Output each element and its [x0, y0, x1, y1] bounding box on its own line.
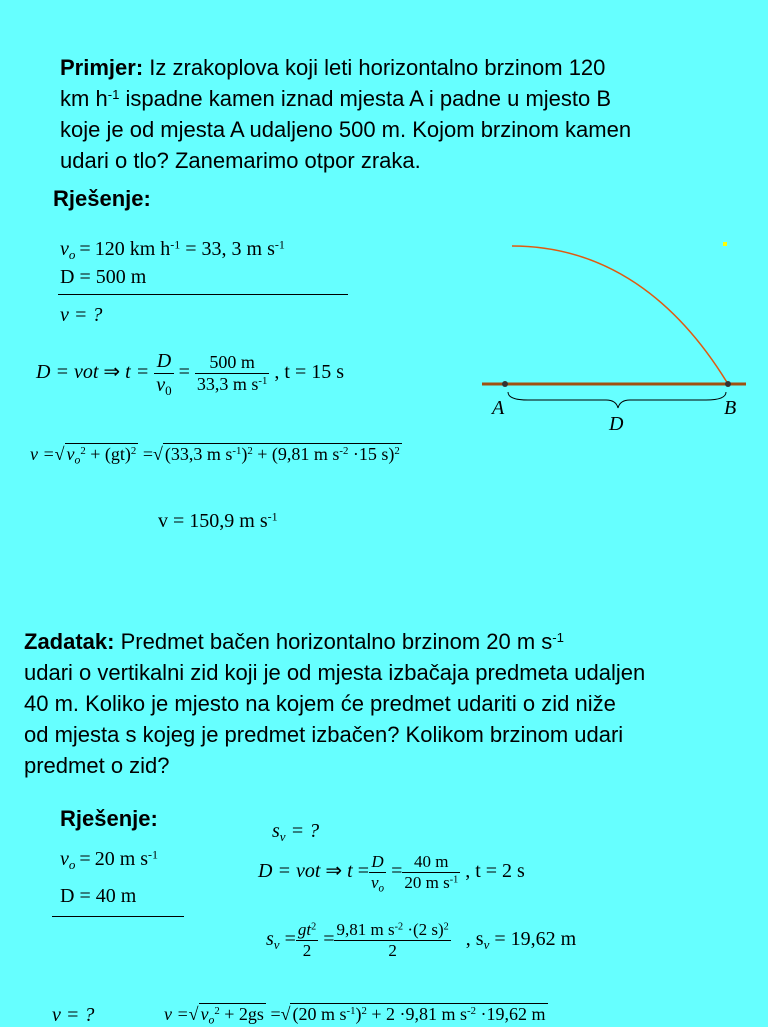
solution2-heading: Rješenje: [60, 806, 158, 831]
unknown-sv: $s_v$ = ? [272, 820, 320, 844]
example-label: Primjer: [60, 55, 144, 80]
solution1-heading: Rješenje: [53, 186, 151, 211]
eq1-time: D = vot ⇒ t = $\frac{D}{v_0}$ = $\frac{500 m}{33,3 m s^{-1}}$ , t = 15 s [36, 350, 345, 398]
given-d: D = 500 m [60, 266, 147, 288]
unknown-v: v = ? [60, 304, 103, 326]
eq2-3-velocity: v =√ $v_o^2 + 2gs$ =√ (20 m $s^{-1})^2 + 2 \cdot 9,81$ m $s^{-2} \cdot 19,62$ m [164, 1004, 546, 1027]
point-a [502, 381, 508, 387]
eq2-velocity: v =√ $v_o^2 + (gt)^2$ =√ (33,3 m $s^{-1})^2 + (9,81$ m $s^{-2} \cdot 15$ s)$^2$ [30, 444, 400, 467]
label-d: D [609, 413, 624, 432]
label-a: A [492, 397, 505, 419]
eq2-1-time: D = vot ⇒ t = $\frac{D}{v_o}$ = $\frac{40 m}{20 m s^{-1}}$ , t = 2 s [258, 852, 525, 895]
result-v: v = 150,9 m $s^{-1}$ [158, 509, 278, 532]
task-text: Zadatak: Predmet bačen horizontalno brzinom 20 m $s^{-1}$ udari o vertikalni zid koji je od mjesta izbačaja predmeta udaljen 40 m. Koliko je mjesto na kojem će predmet udariti o zid niže od mjesta s kojeg je predmet izbačen? Kolikom brzinom udari predmet o zid? [24, 629, 646, 778]
given2-separator [52, 916, 184, 917]
marker-dot [723, 242, 727, 246]
eq2-2-height: $s_v$ = $\frac{gt^2}{2}$ = $\frac{9,81 m s^{-2} \cdot(2 s)^2}{2}$ , $s_v = 19,62$ m [266, 920, 577, 960]
given2-d: D = 40 m [60, 885, 137, 907]
trajectory-diagram [478, 232, 768, 432]
unknown-v2: v = ? [52, 1004, 95, 1026]
example-text: Primjer: Iz zrakoplova koji leti horizontalno brzinom 120 km $h^{-1}$ ispadne kamen iznad mjesta A i padne u mjesto B koje je od mjesta A udaljeno 500 m. Kojom brzinom kamen udari o tlo? Zanemarimo otpor zraka. [60, 55, 632, 173]
task-label: Zadatak: [24, 629, 115, 654]
given-separator [58, 294, 348, 295]
point-b [725, 381, 731, 387]
trajectory-curve [512, 246, 728, 384]
given2-v0: $v_o = 20$ m $s^{-1}$ [60, 847, 159, 872]
distance-brace [508, 392, 726, 408]
given-v0: $v_o = 120$ km $h^{-1} = 33$, 3 m $s^{-1}$ [60, 237, 285, 262]
label-b: B [724, 397, 737, 419]
